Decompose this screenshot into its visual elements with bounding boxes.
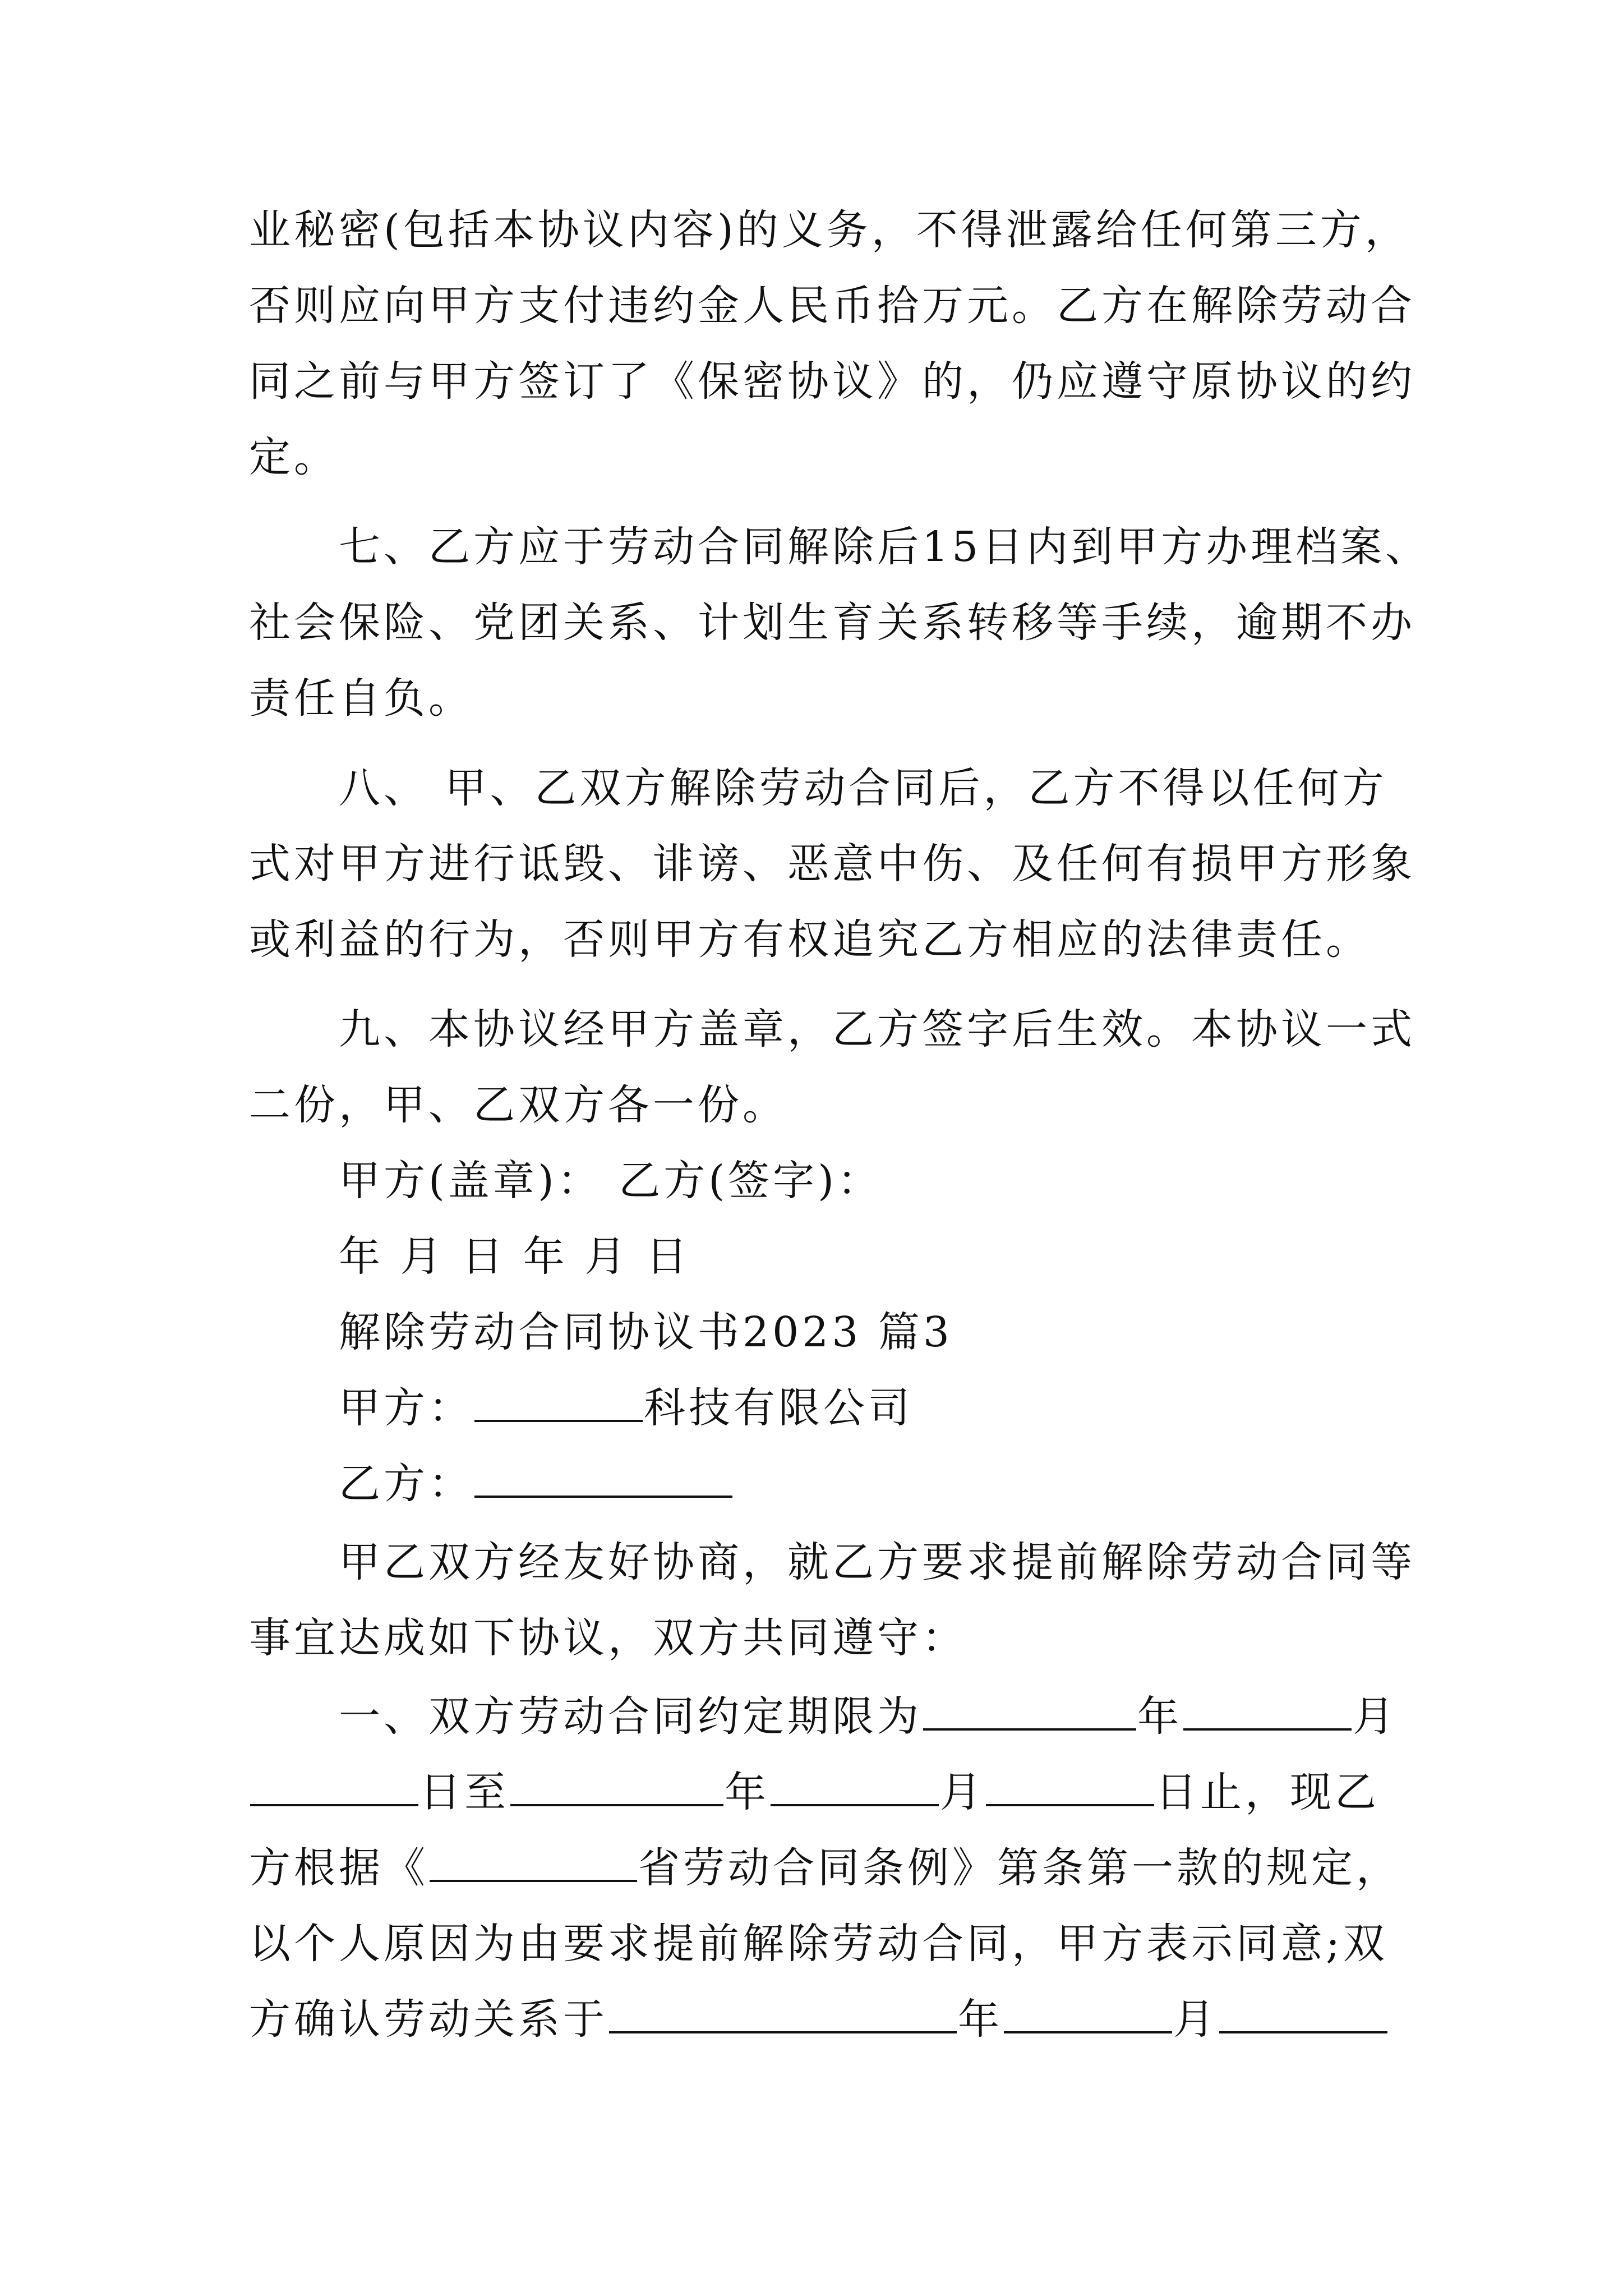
signature-labels: 甲方(盖章)： 乙方(签字)： (339, 1157, 883, 1205)
regulation-suffix: 省劳动合同条例》第条第一款的规定， (638, 1844, 1401, 1892)
party-a-line (339, 1377, 913, 1439)
confirm-text: 方确认劳动关系于 (249, 1995, 608, 2044)
blank-day (250, 1764, 418, 1806)
text-line: 定。 (249, 433, 339, 481)
blank-year (510, 1764, 723, 1806)
clause-one-text: 一、双方劳动合同约定期限为 (339, 1692, 922, 1741)
party-a-label: 甲方： (339, 1384, 473, 1432)
regulation-line (249, 1837, 1401, 1899)
month-label: 月 (1173, 1995, 1218, 2044)
blank-month (771, 1764, 939, 1806)
blank-year (923, 1688, 1136, 1731)
clause-nine: 九、本协议经甲方盖章，乙方签字后生效。本协议一式 (339, 1005, 1415, 1053)
day-end-label: 日止，现乙 (1155, 1768, 1380, 1816)
text-line: 式对甲方进行诋毁、诽谤、恶意中伤、及任何有损甲方形象 (249, 840, 1415, 888)
party-a-blank (474, 1379, 643, 1422)
clause-seven: 七、乙方应于劳动合同解除后15日内到甲方办理档案、 (339, 523, 1431, 571)
date-range-line (249, 1761, 1380, 1823)
blank-day (986, 1764, 1154, 1806)
day-to-label: 日至 (419, 1768, 509, 1816)
party-a-suffix: 科技有限公司 (644, 1384, 913, 1432)
month-label: 月 (1353, 1692, 1398, 1741)
blank-year (609, 1991, 957, 2033)
blank-month (1004, 1991, 1172, 2033)
text-line: 或利益的行为，否则甲方有权追究乙方相应的法律责任。 (249, 915, 1371, 964)
month-label: 月 (940, 1768, 985, 1816)
signature-dates: 年 月 日 年 月 日 (339, 1232, 691, 1281)
text-line: 责任自负。 (249, 674, 473, 723)
party-b-blank (474, 1455, 732, 1498)
text-line: 以个人原因为由要求提前解除劳动合同，甲方表示同意;双 (249, 1920, 1388, 1968)
confirm-line (249, 1989, 1389, 2050)
regulation-prefix: 方根据《 (249, 1844, 428, 1892)
blank-month (1183, 1688, 1352, 1731)
clause-eight: 八、 甲、乙双方解除劳动合同后，乙方不得以任何方 (339, 764, 1387, 812)
year-label: 年 (725, 1768, 769, 1816)
text-line: 社会保险、党团关系、计划生育关系转移等手续，逾期不办 (249, 599, 1415, 647)
year-label: 年 (1137, 1692, 1182, 1741)
section-heading: 解除劳动合同协议书2023 篇3 (339, 1308, 953, 1356)
intro-line: 甲乙双方经友好协商，就乙方要求提前解除劳动合同等 (339, 1538, 1415, 1586)
blank-day (1219, 1991, 1387, 2033)
year-label: 年 (958, 1995, 1003, 2044)
party-b-label: 乙方： (339, 1460, 473, 1508)
text-line: 二份，甲、乙双方各一份。 (249, 1081, 787, 1129)
blank-province (430, 1839, 637, 1882)
party-b-line (339, 1453, 734, 1515)
text-line: 事宜达成如下协议，双方共同遵守： (249, 1614, 967, 1662)
clause-one-line (339, 1686, 1398, 1747)
text-line: 否则应向甲方支付违约金人民币拾万元。乙方在解除劳动合 (249, 282, 1415, 330)
text-line: 业秘密(包括本协议内容)的义务，不得泄露给任何第三方， (249, 206, 1410, 254)
text-line: 同之前与甲方签订了《保密协议》的，仍应遵守原协议的约 (249, 357, 1415, 406)
